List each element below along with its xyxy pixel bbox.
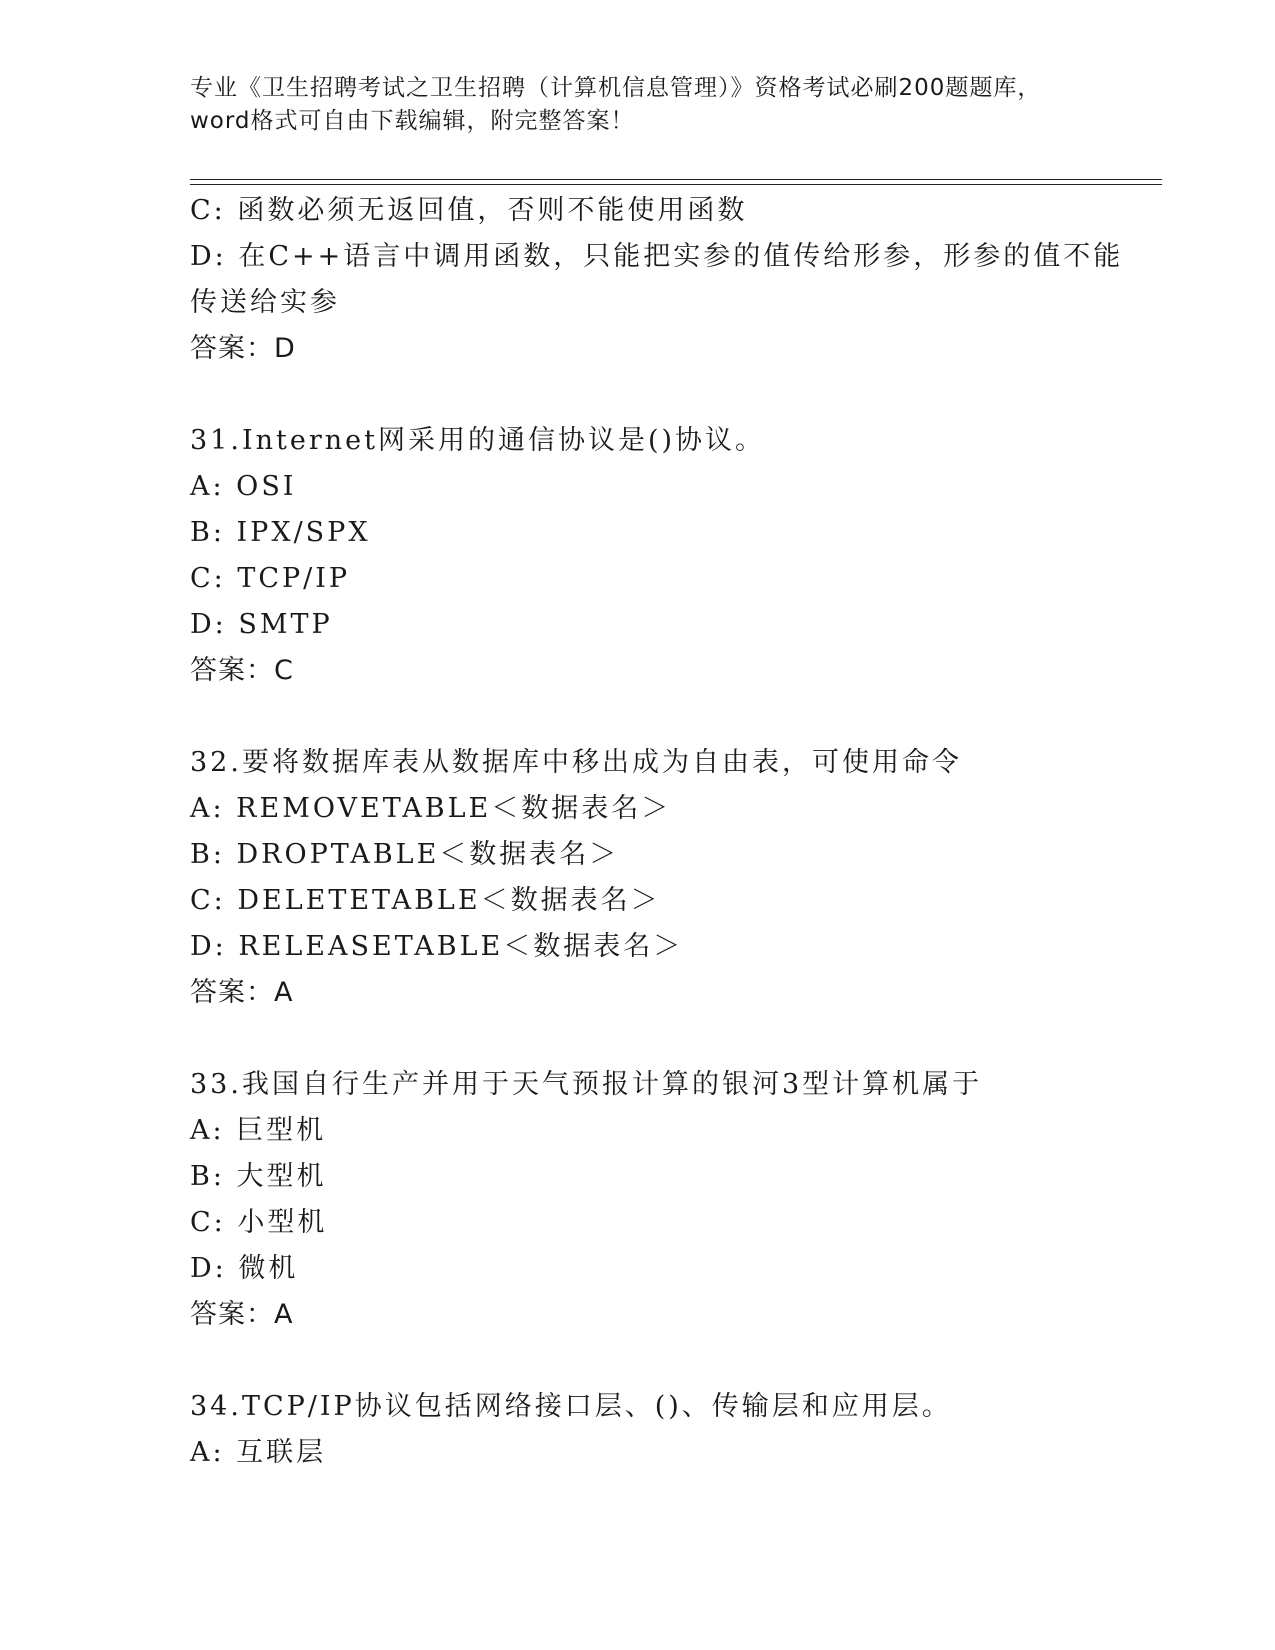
option-d-continued: 传送给实参 (190, 287, 340, 318)
header-divider-top (190, 179, 1162, 180)
spacer (190, 694, 1110, 740)
question-block-34 (190, 1384, 1110, 1476)
answer-label: 答案：C (190, 655, 294, 686)
question-text: 31.Internet网采用的通信协议是()协议。 (190, 425, 766, 456)
spacer (190, 1016, 1110, 1062)
option-c: C: 函数必须无返回值，否则不能使用函数 (190, 195, 748, 226)
question-block-33 (190, 1062, 1110, 1338)
answer-label: 答案：D (190, 333, 296, 364)
question-text: 32.要将数据库表从数据库中移出成为自由表，可使用命令 (190, 747, 962, 778)
option-d: D: 微机 (190, 1253, 299, 1284)
question-block-31 (190, 418, 1110, 694)
option-b: B: DROPTABLE＜数据表名＞ (190, 839, 620, 870)
option-c: C: DELETETABLE＜数据表名＞ (190, 885, 661, 916)
option-a: A: 巨型机 (190, 1115, 327, 1146)
spacer (190, 1338, 1110, 1384)
option-d: D: 在C++语言中调用函数，只能把实参的值传给形参，形参的值不能 (190, 241, 1124, 272)
option-b: B: 大型机 (190, 1161, 327, 1192)
option-a: A: 互联层 (190, 1437, 327, 1468)
answer-label: 答案：A (190, 977, 294, 1008)
option-c: C: TCP/IP (190, 563, 351, 594)
answer-label: 答案：A (190, 1299, 294, 1330)
question-text: 34.TCP/IP协议包括网络接口层、()、传输层和应用层。 (190, 1391, 952, 1422)
question-block-32 (190, 740, 1110, 1016)
option-d: D: SMTP (190, 609, 333, 640)
header-line-2: word格式可自由下载编辑，附完整答案！ (190, 108, 635, 134)
spacer (190, 372, 1110, 418)
question-list (190, 188, 1124, 1476)
header-divider-bottom (190, 184, 1162, 185)
option-c: C: 小型机 (190, 1207, 328, 1238)
option-a: A: OSI (190, 471, 297, 502)
option-b: B: IPX/SPX (190, 517, 371, 548)
option-d: D: RELEASETABLE＜数据表名＞ (190, 931, 684, 962)
option-a: A: REMOVETABLE＜数据表名＞ (190, 793, 672, 824)
question-block-continued (190, 188, 1124, 372)
header-line-1: 专业《卫生招聘考试之卫生招聘（计算机信息管理）》资格考试必刷200题题库， (190, 75, 1042, 101)
document-header (190, 72, 1090, 138)
question-text: 33.我国自行生产并用于天气预报计算的银河3型计算机属于 (190, 1069, 983, 1100)
